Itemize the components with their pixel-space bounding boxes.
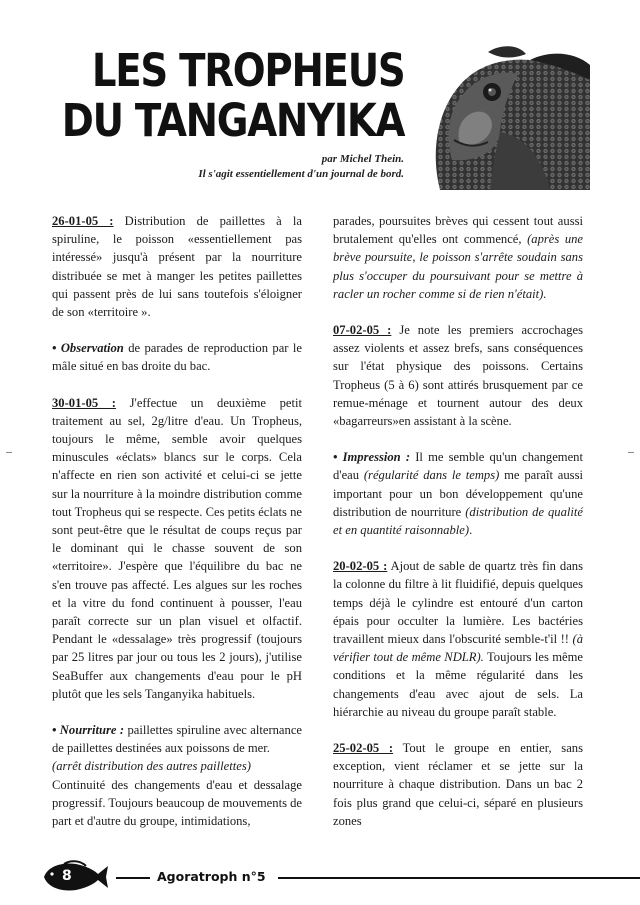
paragraph-text: parades, poursuites brèves qui cessent tout aussi brutalement qu'elles ont commencé, — [333, 214, 583, 247]
entry-date: 26-01-05 : — [52, 214, 114, 228]
entry-italic: (à vérifier tout de même NDLR). — [333, 632, 583, 665]
journal-entry-25-02-05 — [333, 739, 583, 830]
note-label: • Observation — [52, 341, 124, 356]
registration-mark-right — [628, 452, 634, 453]
food-note — [52, 721, 302, 830]
journal-entry-30-01-05 — [52, 394, 302, 703]
note-label: • Impression : — [333, 450, 411, 465]
footer-rule-right — [278, 877, 640, 879]
note-text-3: . — [469, 523, 473, 538]
entry-date: 25-02-05 : — [333, 741, 394, 756]
journal-entry-20-02-05 — [333, 557, 583, 721]
article-title-line-1: LES TROPHEUS — [91, 44, 404, 97]
note-continuation: Continuité des changements d'eau et dessalage progressif. Toujours beaucoup de mouvements de part et d'autre du groupe, intimidations, — [52, 777, 303, 829]
note-text-2: me paraît aussi important pour un bon développement qu'une distribution de nourriture — [333, 468, 583, 519]
author-credit: par Michel Thein. — [321, 153, 404, 165]
entry-text: Tout le groupe en entier, sans exception, vient réclamer et se jette sur la nourriture à chaque distribution. Dans un bac 2 fois plus grand que celui-ci, séparé en plusieurs zones — [333, 741, 583, 828]
journal-entry-26-01-05 — [52, 212, 302, 321]
impression-note — [333, 448, 583, 539]
page-footer — [40, 860, 640, 894]
journal-entry-07-02-05 — [333, 321, 583, 430]
entry-text: Ajout de sable de quartz très fin dans la colonne du filtre à lit fluidifié, depuis quelques temps déjà le cylindre est entouré d'un carton épais pour occulter la lumière. Les bactéries travaillent mieux dans l'obscurité semble-t'il !! — [333, 559, 583, 647]
publication-name: Agoratroph n°5 — [157, 869, 266, 884]
continued-paragraph — [333, 212, 583, 303]
entry-text: Distribution de paillettes à la spiruline, le poisson «essentiellement pas intéressé» jusqu'à présent par la nourriture distribuée se met à manger les petites paillettes qui passent près de lui sans toutefois s'éloigner de son «territoire ». — [52, 214, 302, 320]
entry-date: 30-01-05 : — [52, 395, 117, 410]
note-text: Il me semble qu'un changement d'eau — [333, 450, 583, 483]
byline-note: Il s'agit essentiellement d'un journal de bord. — [198, 167, 404, 180]
note-italic: (arrêt distribution des autres paillettes) — [52, 759, 251, 774]
page-number: 8 — [62, 868, 72, 884]
note-italic-1: (régularité dans le temps) — [363, 468, 500, 483]
right-column — [333, 212, 583, 848]
article-title-line-2: DU TANGANYIKA — [61, 94, 404, 147]
byline — [198, 152, 404, 182]
tropheus-fish-icon — [40, 860, 110, 894]
observation-note — [52, 339, 302, 375]
entry-text: Je note les premiers accrochages assez violents et assez brefs, sans conséquences sur l'état physique des poissons. Certains Tropheus (5 à 6) sont attirés brusquement par ce remue-ménage et tournent autour des deux «bagarreurs»en assistant à la scène. — [333, 323, 583, 429]
note-label: • Nourriture : — [52, 723, 125, 738]
footer-rule-left — [116, 877, 150, 879]
entry-date: 07-02-05 : — [333, 323, 392, 338]
registration-mark-left — [6, 452, 12, 453]
entry-date: 20-02-05 : — [333, 559, 388, 574]
fish-head-photo — [430, 40, 590, 190]
note-italic-2: (distribution de qualité et en quantité raisonnable) — [333, 504, 583, 538]
entry-text-2: Toujours les même conditions et la même régularité dans les changements d'eau avec ajout de sels. La hiérarchie au niveau du groupe paraît stable. — [333, 650, 584, 719]
note-text: de parades de reproduction par le mâle situé en bas droite du bac. — [52, 341, 303, 374]
note-text: paillettes spiruline avec alternance de paillettes destinées aux poissons de mer. — [52, 723, 303, 756]
entry-text: J'effectue un deuxième petit traitement au sel, 2g/litre d'eau. Un Tropheus, toujours le même, semble avoir quelques minuscules «éclats» blancs sur le corps. Cela n'affecte en rien son activité et celui-ci se jette sur la nourriture à la moindre distribution comme tout Tropheus qui se respecte. Ces petits éclats ne sont peut-être que le résultat de coups reçus par le dominant qui le chasse souvent de son «territoire». J'espère que l'équilibre du bac ne s'en trouve pas affecté. Les algues sur les roches et la vitre du fond continuent à pousser, l'eau paraît correcte sur un plan visuel et olfactif. Pendant le «dessalage» très progressif (toujours par 25 litres par jour ou tous les 2 jours), j'utilise SeaBuffer aux changements d'eau pour le pH plutôt que les sels Tanganyika habituels. — [52, 395, 303, 701]
paragraph-italic: (après une brève poursuite, le poisson s'arrête soudain sans plus s'occuper du poursuivant pour se mettre à racler un rocher comme si de rien n'était). — [333, 232, 584, 301]
left-column — [52, 212, 302, 848]
